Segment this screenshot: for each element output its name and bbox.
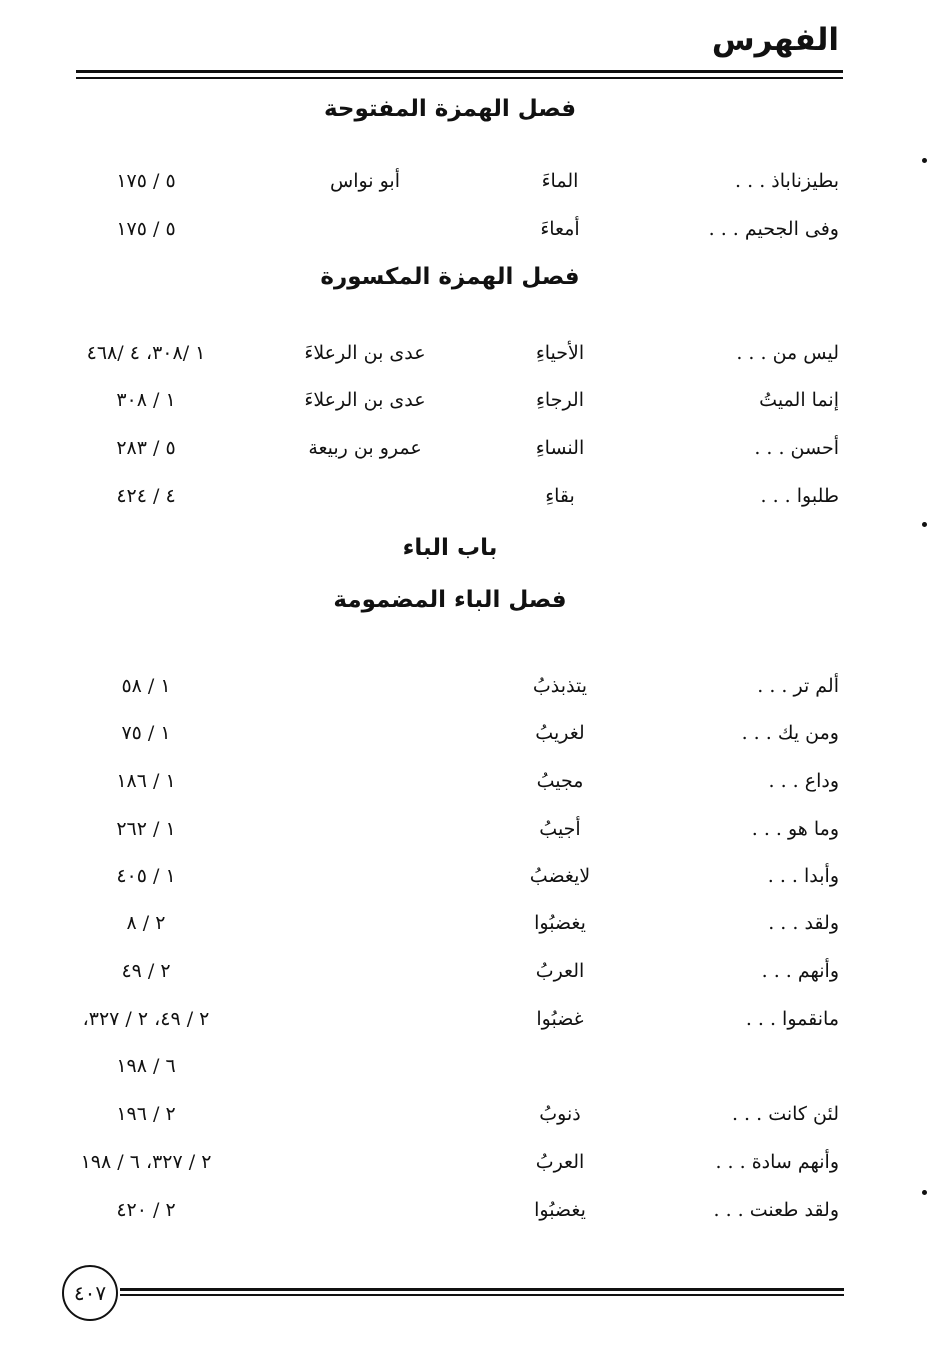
- verse-incipit: وأنهم سادة . . .: [715, 1151, 839, 1173]
- page-number-circle: [62, 1265, 118, 1321]
- rhyme-word: أجيبُ: [539, 818, 581, 840]
- verse-incipit: وداع . . .: [768, 770, 839, 792]
- rhyme-word: أمعاءَ: [540, 218, 580, 240]
- verse-incipit: بطيزناباذ . . .: [735, 170, 839, 192]
- volume-page-ref: ٢ / ١٩٦: [116, 1103, 176, 1125]
- header-rule-line: [76, 77, 843, 79]
- rhyme-word: لغريبُ: [535, 722, 585, 744]
- volume-page-ref: ٢ / ٤٩: [121, 960, 171, 982]
- index-row: [0, 818, 927, 852]
- rhyme-word: لايغضبُ: [529, 865, 591, 887]
- volume-page-ref: ١ / ١٨٦: [116, 770, 176, 792]
- poet-name: عمرو بن ربيعة: [308, 437, 422, 459]
- rhyme-word: مجيبُ: [536, 770, 584, 792]
- rhyme-word: يغضبُوا: [534, 912, 586, 934]
- verse-incipit: ومن يك . . .: [741, 722, 839, 744]
- volume-page-ref: ٢ / ٤٢٠: [116, 1199, 176, 1221]
- volume-page-ref: ٥ / ١٧٥: [116, 170, 176, 192]
- volume-page-ref: ٦ / ١٩٨: [116, 1055, 176, 1077]
- header-rule-line: [76, 70, 843, 73]
- volume-page-ref: ٢ / ٣٢٧، ٦ / ١٩٨: [80, 1151, 212, 1173]
- index-row: [0, 342, 927, 376]
- verse-incipit: ولقد طعنت . . .: [713, 1199, 839, 1221]
- verse-incipit: مانقموا . . .: [745, 1008, 839, 1030]
- footer-rule-line: [120, 1288, 844, 1291]
- verse-incipit: لئن كانت . . .: [731, 1103, 839, 1125]
- index-row: [0, 675, 927, 709]
- volume-page-ref: ١ / ٧٥: [121, 722, 171, 744]
- index-row: [0, 1199, 927, 1233]
- volume-page-ref: ٥ / ١٧٥: [116, 218, 176, 240]
- margin-mark: [922, 1190, 927, 1195]
- volume-page-ref: ٥ / ٢٨٣: [116, 437, 176, 459]
- footer-double-rule: [120, 1288, 844, 1298]
- volume-page-ref: ١ / ٥٨: [121, 675, 171, 697]
- index-row: [0, 865, 927, 899]
- index-row: [0, 722, 927, 756]
- rhyme-word: بقاءِ: [545, 485, 575, 507]
- poet-name: عدى بن الرعلاءَ: [304, 342, 426, 364]
- volume-page-ref: ١ / ٣٠٨: [116, 389, 176, 411]
- index-row: [0, 912, 927, 946]
- index-row: [0, 1103, 927, 1137]
- poet-name: عدى بن الرعلاءَ: [304, 389, 426, 411]
- index-row-continuation: [0, 1055, 927, 1089]
- page-number: ٤٠٧: [73, 1281, 107, 1305]
- index-row: [0, 1008, 927, 1042]
- rhyme-word: ذنوبُ: [539, 1103, 581, 1125]
- verse-incipit: أحسن . . .: [754, 437, 839, 459]
- rhyme-word: يتذبذبُ: [532, 675, 588, 697]
- verse-incipit: إنما الميتُ: [759, 389, 839, 411]
- verse-incipit: ألم تر . . .: [757, 675, 839, 697]
- verse-incipit: وفى الجحيم . . .: [708, 218, 839, 240]
- rhyme-word: غضبُوا: [536, 1008, 584, 1030]
- index-row: [0, 485, 927, 519]
- rhyme-word: النساءِ: [535, 437, 585, 459]
- volume-page-ref: ٢ / ٤٩، ٢ / ٣٢٧،: [82, 1008, 210, 1030]
- index-row: [0, 437, 927, 471]
- rhyme-word: الماءَ: [541, 170, 579, 192]
- rhyme-word: الأحياءِ: [535, 342, 585, 364]
- index-row: [0, 960, 927, 994]
- index-row: [0, 389, 927, 423]
- poet-name: أبو نواس: [330, 170, 400, 192]
- verse-incipit: وأنهم . . .: [761, 960, 839, 982]
- section-heading-hamza-fatha: فصل الهمزة المفتوحة: [323, 96, 577, 122]
- index-row: [0, 1151, 927, 1185]
- verse-incipit: وأبدا . . .: [767, 865, 839, 887]
- verse-incipit: ليس من . . .: [736, 342, 839, 364]
- rhyme-word: العربُ: [535, 960, 585, 982]
- volume-page-ref: ١ / ٤٠٥: [116, 865, 176, 887]
- index-row: [0, 170, 927, 204]
- rhyme-word: العربُ: [535, 1151, 585, 1173]
- rhyme-word: الرجاءِ: [535, 389, 585, 411]
- section-heading-hamza-kasra: فصل الهمزة المكسورة: [320, 264, 580, 290]
- verse-incipit: ولقد . . .: [768, 912, 839, 934]
- margin-mark: [922, 522, 927, 527]
- header-double-rule: [76, 70, 843, 82]
- volume-page-ref: ١ /٣٠٨، ٤ /٤٦٨: [86, 342, 206, 364]
- verse-incipit: وما هو . . .: [751, 818, 839, 840]
- volume-page-ref: ٢ / ٨: [126, 912, 166, 934]
- index-row: [0, 218, 927, 252]
- volume-page-ref: ٤ / ٤٢٤: [116, 485, 176, 507]
- section-heading-ba-damma: فصل الباء المضمومة: [333, 587, 567, 613]
- chapter-heading-ba: باب الباء: [402, 535, 498, 561]
- running-header-title: الفهرس: [711, 22, 839, 58]
- margin-mark: [922, 158, 927, 163]
- verse-incipit: طلبوا . . .: [760, 485, 839, 507]
- index-row: [0, 770, 927, 804]
- footer-rule-line: [120, 1294, 844, 1296]
- volume-page-ref: ١ / ٢٦٢: [116, 818, 176, 840]
- rhyme-word: يغضبُوا: [534, 1199, 586, 1221]
